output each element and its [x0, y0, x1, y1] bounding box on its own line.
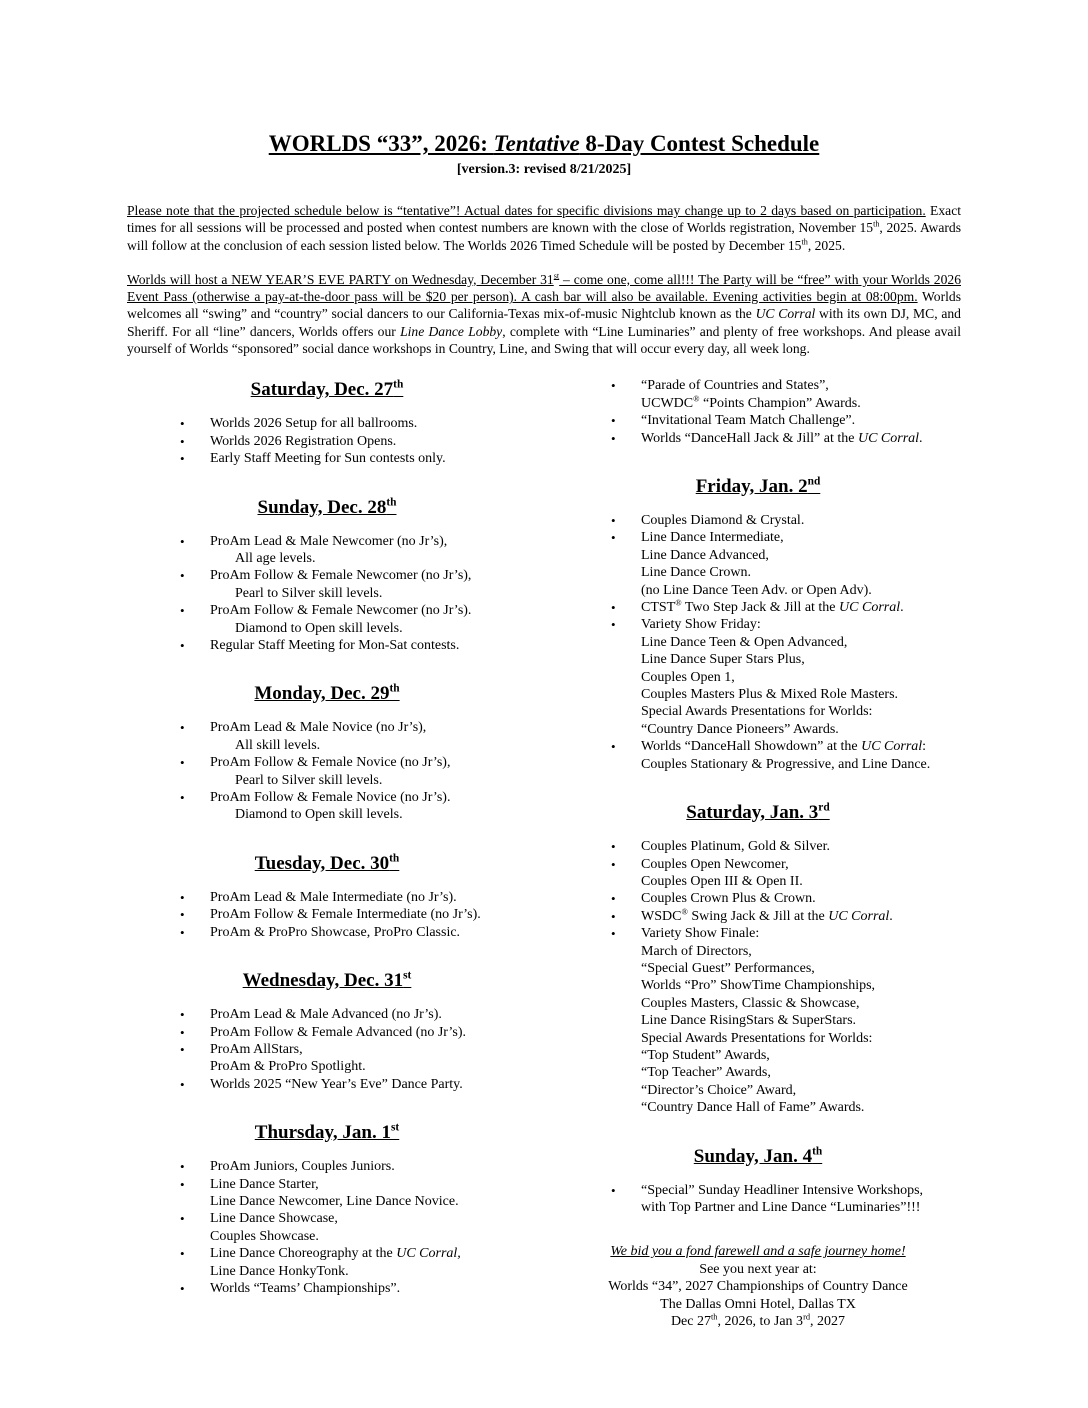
- section-heading: Sunday, Jan. 4th: [693, 1145, 823, 1167]
- item-line: Couples Masters Plus & Mixed Role Masters.: [641, 687, 899, 703]
- bullet-icon: •: [180, 924, 185, 940]
- item-line: Line Dance Teen & Open Advanced,: [641, 634, 848, 650]
- item-line: “Top Teacher” Awards,: [641, 1065, 771, 1081]
- item-line: Worlds “DanceHall Showdown” at the UC Corral:: [641, 739, 927, 755]
- intro-paragraph-1: Please note that the projected schedule below is “tentative”! Actual dates for specific divisions may change up to 2 days based on participation. Exact times for all sessions will be processed and posted when contest numbers are known with the close of Worlds registration, November 15th, 2025. Awards will follow at the conclusion of each session listed below. The Worlds 2026 Timed Schedule will be posted by December 15th, 2025.: [127, 203, 962, 253]
- item-line: Couples Showcase.: [210, 1228, 319, 1244]
- bullet-icon: •: [180, 1007, 185, 1023]
- schedule-item: [558, 616, 958, 738]
- item-line: Couples Open III & Open II.: [641, 873, 803, 889]
- bullet-icon: •: [611, 908, 616, 924]
- schedule-section: [127, 495, 527, 655]
- bullet-icon: •: [611, 891, 616, 907]
- item-line: ProAm & ProPro Showcase, ProPro Classic.: [210, 924, 461, 940]
- item-line: Worlds 2026 Registration Opens.: [210, 433, 397, 449]
- schedule-item: [558, 512, 958, 529]
- bullet-icon: •: [180, 416, 185, 432]
- schedule-item: [558, 908, 958, 925]
- footer-line: Worlds “34”, 2027 Championships of Country Dance: [608, 1279, 908, 1295]
- item-line: ProAm & ProPro Spotlight.: [210, 1059, 366, 1075]
- schedule-item: [558, 738, 958, 773]
- item-line: ProAm AllStars,: [210, 1041, 303, 1057]
- item-line: ProAm Follow & Female Intermediate (no Jr’s).: [210, 907, 481, 923]
- section-heading: Monday, Dec. 29th: [254, 683, 400, 705]
- schedule-item: [558, 412, 958, 429]
- schedule-item: [558, 925, 958, 1116]
- bullet-icon: •: [180, 433, 185, 449]
- item-line: (no Line Dance Teen Adv. or Open Adv).: [641, 582, 872, 598]
- item-line: All age levels.: [235, 551, 316, 566]
- item-line: Line Dance Super Stars Plus,: [641, 652, 805, 668]
- schedule-section: [127, 1120, 527, 1297]
- item-line: Worlds 2025 “New Year’s Eve” Dance Party.: [210, 1076, 463, 1092]
- item-line: ProAm Juniors, Couples Juniors.: [210, 1159, 395, 1175]
- bullet-icon: •: [180, 1280, 185, 1296]
- item-line: All skill levels.: [235, 737, 321, 753]
- schedule-item: [127, 567, 527, 602]
- schedule-item: [127, 533, 527, 568]
- schedule-section: [127, 968, 527, 1093]
- section-heading: Wednesday, Dec. 31st: [242, 969, 412, 992]
- item-line: Special Awards Presentations for Worlds:: [641, 1030, 873, 1046]
- item-line: March of Directors,: [641, 943, 752, 959]
- schedule-item: [127, 1176, 527, 1211]
- bullet-icon: •: [611, 839, 616, 855]
- item-line: ProAm Lead & Male Intermediate (no Jr’s).: [210, 889, 457, 905]
- schedule-item: [558, 599, 958, 616]
- item-line: “Parade of Countries and States”,: [641, 378, 829, 394]
- schedule-section: [558, 377, 958, 447]
- schedule-columns: [0, 377, 1088, 1330]
- item-line: “Director’s Choice” Award,: [641, 1082, 797, 1098]
- section-heading: Sunday, Dec. 28th: [257, 496, 397, 518]
- footer-line: See you next year at:: [699, 1261, 817, 1277]
- bullet-icon: •: [611, 739, 616, 755]
- section-heading: Friday, Jan. 2nd: [695, 475, 821, 497]
- schedule-section: [127, 377, 527, 467]
- version-line: [version.3: revised 8/21/2025]: [456, 162, 632, 177]
- item-line: Line Dance Starter,: [210, 1176, 319, 1192]
- schedule-item: [127, 1210, 527, 1245]
- item-line: Worlds “DanceHall Jack & Jill” at the UC Corral.: [641, 430, 923, 446]
- bullet-icon: •: [180, 720, 185, 736]
- item-line: “Special” Sunday Headliner Intensive Workshops,: [641, 1182, 924, 1198]
- farewell-footer: [558, 1243, 958, 1330]
- item-line: Line Dance Advanced,: [641, 547, 769, 563]
- schedule-item: [127, 1076, 527, 1093]
- item-line: “Top Student” Awards,: [641, 1047, 770, 1063]
- item-line: “Invitational Team Match Challenge”.: [641, 413, 856, 429]
- item-line: Line Dance Newcomer, Line Dance Novice.: [210, 1193, 459, 1209]
- item-line: ProAm Lead & Male Newcomer (no Jr’s),: [210, 533, 448, 549]
- bullet-icon: •: [180, 1159, 185, 1175]
- item-line: Couples Masters, Classic & Showcase,: [641, 995, 860, 1011]
- item-line: Line Dance Intermediate,: [641, 530, 784, 546]
- item-line: ProAm Follow & Female Newcomer (no Jr’s).: [210, 603, 472, 619]
- bullet-icon: •: [180, 889, 185, 905]
- schedule-item: [127, 637, 527, 654]
- item-line: “Special Guest” Performances,: [641, 960, 815, 976]
- schedule-item: [127, 1158, 527, 1175]
- item-line: Special Awards Presentations for Worlds:: [641, 704, 873, 720]
- bullet-icon: •: [180, 638, 185, 654]
- item-line: ProAm Follow & Female Novice (no Jr’s),: [210, 755, 451, 771]
- bullet-icon: •: [611, 617, 616, 633]
- schedule-item: [127, 889, 527, 906]
- schedule-item: [127, 1024, 527, 1041]
- item-line: with Top Partner and Line Dance “Luminaries”!!!: [641, 1200, 921, 1215]
- bullet-icon: •: [180, 907, 185, 923]
- bullet-icon: •: [611, 378, 616, 394]
- footer-line: The Dallas Omni Hotel, Dallas TX: [660, 1296, 856, 1312]
- bullet-icon: •: [611, 530, 616, 546]
- item-line: Worlds 2026 Setup for all ballrooms.: [210, 416, 418, 432]
- right-column: [558, 377, 958, 1330]
- bullet-icon: •: [180, 603, 185, 619]
- item-line: UCWDC® “Points Champion” Awards.: [641, 394, 861, 411]
- item-line: Line Dance Choreography at the UC Corral,: [210, 1246, 461, 1262]
- item-line: Diamond to Open skill levels.: [235, 620, 403, 636]
- item-line: ProAm Lead & Male Advanced (no Jr’s).: [210, 1007, 442, 1023]
- bullet-icon: •: [611, 430, 616, 446]
- schedule-item: [127, 415, 527, 432]
- bullet-icon: •: [180, 533, 185, 549]
- bullet-icon: •: [611, 856, 616, 872]
- item-line: Line Dance RisingStars & SuperStars.: [641, 1013, 857, 1029]
- item-line: Line Dance Showcase,: [210, 1211, 338, 1227]
- item-line: Couples Crown Plus & Crown.: [641, 891, 816, 907]
- section-heading: Saturday, Jan. 3rd: [686, 801, 830, 824]
- item-line: ProAm Follow & Female Novice (no Jr’s).: [210, 790, 451, 806]
- bullet-icon: •: [180, 790, 185, 806]
- section-heading: Tuesday, Dec. 30th: [254, 852, 400, 874]
- schedule-item: [558, 1182, 958, 1217]
- schedule-item: [127, 450, 527, 467]
- schedule-item: [558, 856, 958, 891]
- item-line: Couples Stationary & Progressive, and Line Dance.: [641, 756, 931, 772]
- schedule-item: [127, 789, 527, 824]
- schedule-item: [558, 890, 958, 907]
- page-title: WORLDS “33”, 2026: Tentative 8-Day Contest Schedule: [268, 131, 820, 156]
- schedule-item: [127, 1006, 527, 1023]
- item-line: WSDC® Swing Jack & Jill at the UC Corral.: [641, 907, 893, 924]
- schedule-item: [127, 433, 527, 450]
- bullet-icon: •: [611, 926, 616, 942]
- item-line: Pearl to Silver skill levels.: [235, 585, 383, 601]
- left-column: [127, 377, 527, 1324]
- item-line: ProAm Follow & Female Advanced (no Jr’s).: [210, 1024, 466, 1040]
- item-line: “Country Dance Hall of Fame” Awards.: [641, 1100, 865, 1116]
- schedule-item: [127, 1245, 527, 1280]
- section-heading: Saturday, Dec. 27th: [250, 379, 404, 401]
- schedule-item: [127, 602, 527, 637]
- schedule-item: [127, 924, 527, 941]
- bullet-icon: •: [611, 513, 616, 528]
- item-line: CTST® Two Step Jack & Jill at the UC Corral.: [641, 598, 904, 616]
- item-line: Couples Open 1,: [641, 669, 735, 685]
- item-line: Worlds “Teams’ Championships”.: [210, 1280, 401, 1296]
- schedule-item: [127, 754, 527, 789]
- intro-paragraph-2: Worlds will host a NEW YEAR’S EVE PARTY on Wednesday, December 31st – come one, come all!!! The Party will be “free” with your Worlds 2026 Event Pass (otherwise a pay-at-the-door pass will be $20 per person). A cash bar will also be available. Evening activities begin at 08:00pm. Worlds welcomes all “swing” and “country” social dancers to our California-Texas mix-of-music Nightclub known as the UC Corral with its own DJ, MC, and Sheriff. For all “line” dancers, Worlds offers our Line Dance Lobby, complete with “Line Luminaries” and plenty of free workshops. And please avail yourself of Worlds “sponsored” social dance workshops in Country, Line, and Swing that will occur every day, all week long.: [127, 271, 961, 357]
- item-line: “Country Dance Pioneers” Awards.: [641, 721, 839, 737]
- bullet-icon: •: [180, 1024, 185, 1040]
- footer-line: Dec 27th, 2026, to Jan 3rd, 2027: [670, 1312, 846, 1330]
- schedule-section: [127, 851, 527, 941]
- bullet-icon: •: [180, 1246, 185, 1262]
- section-heading: Thursday, Jan. 1st: [254, 1121, 400, 1144]
- schedule-section: [558, 800, 958, 1117]
- schedule-section: [558, 1144, 958, 1217]
- item-line: Worlds “Pro” ShowTime Championships,: [641, 978, 876, 994]
- item-line: Regular Staff Meeting for Mon-Sat contests.: [210, 638, 460, 654]
- bullet-icon: •: [180, 1176, 185, 1192]
- schedule-item: [558, 377, 958, 412]
- item-line: Variety Show Friday:: [641, 617, 761, 633]
- bullet-icon: •: [611, 1182, 616, 1198]
- schedule-section: [127, 681, 527, 823]
- item-line: Variety Show Finale:: [641, 926, 760, 942]
- item-line: Line Dance Crown.: [641, 565, 752, 581]
- bullet-icon: •: [180, 1211, 185, 1227]
- bullet-icon: •: [180, 1076, 185, 1092]
- schedule-item: [127, 1041, 527, 1076]
- bullet-icon: •: [611, 413, 616, 429]
- schedule-item: [127, 906, 527, 923]
- item-line: ProAm Follow & Female Newcomer (no Jr’s),: [210, 568, 472, 584]
- bullet-icon: •: [611, 600, 616, 616]
- item-line: Early Staff Meeting for Sun contests only.: [210, 451, 446, 467]
- schedule-item: [558, 430, 958, 447]
- schedule-section: [558, 474, 958, 773]
- item-line: Couples Platinum, Gold & Silver.: [641, 839, 831, 855]
- item-line: Line Dance HonkyTonk.: [210, 1263, 349, 1279]
- schedule-item: [558, 529, 958, 599]
- bullet-icon: •: [180, 451, 185, 467]
- item-line: Couples Diamond & Crystal.: [641, 513, 805, 528]
- schedule-item: [127, 719, 527, 754]
- bullet-icon: •: [180, 755, 185, 771]
- bullet-icon: •: [180, 1041, 185, 1057]
- item-line: Pearl to Silver skill levels.: [235, 772, 383, 788]
- item-line: Couples Open Newcomer,: [641, 856, 789, 872]
- item-line: ProAm Lead & Male Novice (no Jr’s),: [210, 720, 427, 736]
- footer-line: We bid you a fond farewell and a safe journey home!: [610, 1244, 906, 1260]
- schedule-item: [127, 1280, 527, 1297]
- bullet-icon: •: [180, 568, 185, 584]
- item-line: Diamond to Open skill levels.: [235, 807, 403, 823]
- schedule-item: [558, 838, 958, 855]
